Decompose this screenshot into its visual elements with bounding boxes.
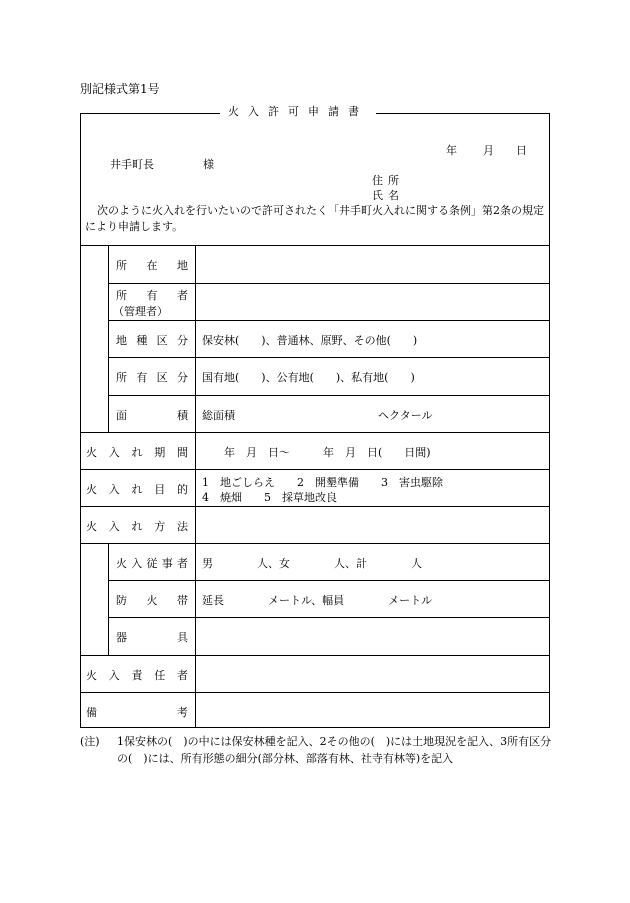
note-text: 1保安林の( )の中には保安林種を記入、2その他の( )には土地現況を記入、3所有区分の( )には、所有形態の細分(部分林、部落有林、社寺有林等)を記入 [117,735,552,765]
label-period [86,444,188,460]
label-char: 在 [146,259,158,272]
label-responsible [86,667,188,683]
label-char: 火 [86,520,97,533]
label-ownership [116,369,188,385]
rule [108,580,550,581]
label-char: 所 [116,371,127,384]
rule [108,357,550,358]
label-char: 入 [108,483,120,496]
label-char: 入 [108,520,120,533]
rule [108,395,550,396]
date-year-label: 年 [446,144,457,157]
label-remarks [86,704,188,720]
period-value: 年 月 日～ 年 月 日( 日間) [202,446,431,459]
label-char: れ [131,446,143,459]
note-mark: (注) [80,735,100,748]
honorific: 様 [203,158,214,171]
rule [80,655,550,656]
intro-text: 次のように火入れを行いたいので許可されたく「井手町火入れに関する条例」第2条の規定により申請します。 [85,204,544,233]
purpose-line-2: 4 焼畑 5 採草地改良 [202,491,337,504]
label-char: 分 [176,334,188,347]
rule [80,506,550,507]
rule [80,469,550,470]
label-char: 目 [154,483,166,496]
rule [80,245,550,246]
label-char: 種 [136,334,148,347]
label-char: 入 [131,557,143,570]
label-workers [116,555,188,571]
purpose-line-1: 1 地ごしらえ 2 開墾準備 3 害虫駆除 [202,476,443,489]
label-char: 間 [177,446,188,459]
date-day-label: 日 [516,144,527,157]
label-firebreak [116,592,188,608]
land-type-value: 保安林( )、普通林、原野、その他( ) [202,334,418,347]
label-char: 従 [146,557,158,570]
label-char: れ [131,483,143,496]
rule [108,617,550,618]
label-owner [116,287,188,303]
label-char: 分 [176,371,188,384]
ownership-value: 国有地( )、公有地( )、私有地( ) [202,371,415,384]
rule [108,245,109,432]
rule [80,692,550,693]
label-char: 火 [116,557,127,570]
label-purpose [86,481,188,497]
label-char: 具 [177,631,188,644]
label-char: 区 [156,371,168,384]
rule [195,245,196,728]
label-char: 面 [116,409,127,422]
label-char: 有 [146,289,158,302]
date-month-label: 月 [483,144,494,157]
label-method [86,518,188,534]
label-char: 帯 [177,594,188,607]
label-char: 者 [177,669,188,682]
label-char: 所 [116,259,127,272]
label-char: 地 [177,259,188,272]
label-char: 任 [154,669,166,682]
form-title: 火入許可申請書 [220,103,376,119]
label-char: 火 [86,483,97,496]
rule [80,432,550,433]
addressee: 井手町長 [110,158,154,171]
label-char: 入 [108,446,120,459]
label-char: 火 [86,446,97,459]
workers-value: 男 人、女 人、計 人 [202,557,422,570]
label-char: 者 [177,557,188,570]
label-owner-sub: （管理者） [113,305,168,318]
label-char: 有 [136,371,148,384]
label-char: 火 [86,669,97,682]
label-char: 火 [146,594,158,607]
label-char: 器 [116,631,127,644]
label-char: れ [131,520,143,533]
area-value: 総面積 ヘクタール [202,409,433,422]
label-char: 所 [116,289,127,302]
label-char: 地 [116,334,127,347]
form-id: 別記様式第1号 [80,82,160,96]
label-char: 事 [161,557,173,570]
label-char: 区 [156,334,168,347]
rule [108,320,550,321]
label-area [116,407,188,423]
label-location [116,257,188,273]
label-char: 責 [131,669,143,682]
label-char: 入 [108,669,120,682]
label-tools [116,629,188,645]
label-char: 者 [177,289,188,302]
rule [80,543,550,544]
label-char: 積 [177,409,188,422]
label-char: 的 [177,483,188,496]
firebreak-value: 延長 メートル、幅員 メートル [202,594,433,607]
label-char: 考 [177,706,188,719]
name-label: 氏名 [372,189,404,202]
rule [108,283,550,284]
label-char: 法 [177,520,188,533]
label-char: 防 [116,594,127,607]
label-char: 方 [154,520,166,533]
label-land-type [116,332,188,348]
rule [108,543,109,655]
label-char: 備 [86,706,97,719]
label-char: 期 [154,446,166,459]
address-label: 住所 [372,174,404,187]
